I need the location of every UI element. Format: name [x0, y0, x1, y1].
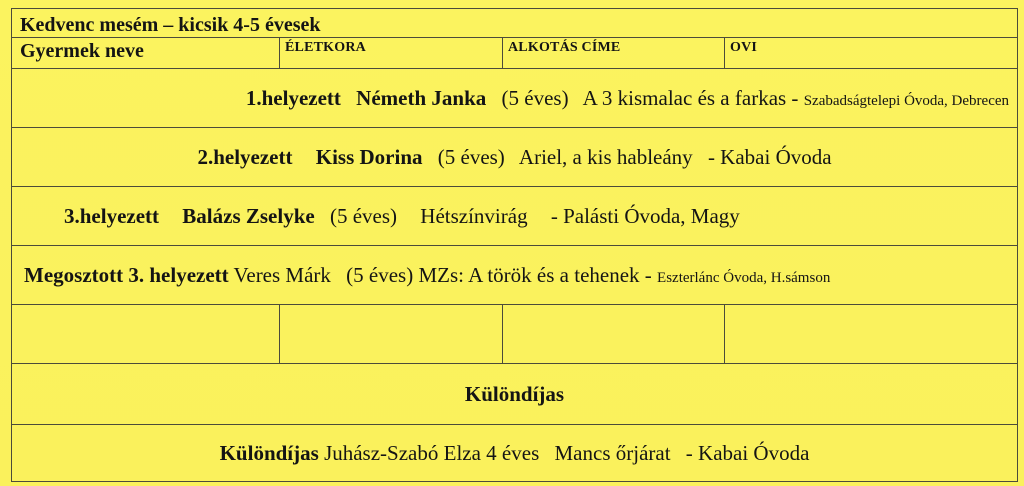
place-label: 1.helyezett: [245, 85, 341, 110]
child-name: Kiss Dorina: [315, 144, 423, 169]
child-name: Németh Janka: [356, 85, 487, 110]
child-name: Juhász-Szabó Elza: [324, 440, 481, 465]
results-table: [11, 8, 1018, 482]
child-age: (5 éves): [329, 203, 398, 228]
work-title: Hétszínvirág: [420, 203, 528, 228]
child-age: (5 éves): [437, 144, 505, 169]
result-row-4: [12, 246, 1018, 305]
kindergarten-name: - Kabai Óvoda: [685, 440, 810, 465]
work-title: MZs: A török és a tehenek -: [418, 262, 652, 287]
work-title: Mancs őrjárat: [554, 440, 671, 465]
child-name: Veres Márk: [233, 262, 331, 287]
work-title: A 3 kismalac és a farkas -: [582, 85, 799, 110]
place-label: 3.helyezett: [64, 203, 160, 228]
kindergarten-name: - Palásti Óvoda, Magy: [550, 203, 740, 228]
header-age: ÉLETKORA: [280, 38, 503, 69]
special-label: Különdíjas: [219, 440, 319, 465]
result-row-2: [12, 128, 1018, 187]
kindergarten-name: - Kabai Óvoda: [707, 144, 832, 169]
empty-cell: [503, 305, 725, 364]
child-age: 4 éves: [486, 440, 540, 465]
kindergarten-name: Eszterlánc Óvoda, H.sámson: [657, 269, 831, 286]
empty-cell: [725, 305, 1018, 364]
kindergarten-name: Szabadságtelepi Óvoda, Debrecen: [803, 92, 1010, 109]
result-row-1: [12, 69, 1018, 128]
special-prize-heading: Különdíjas: [12, 364, 1018, 425]
header-child-name: Gyermek neve: [12, 38, 280, 69]
result-row-3: [12, 187, 1018, 246]
table-title: Kedvenc mesém – kicsik 4-5 évesek: [12, 9, 1018, 38]
work-title: Ariel, a kis hableány: [518, 144, 693, 169]
child-age: (5 éves): [346, 262, 414, 287]
header-work-title: ALKOTÁS CÍME: [503, 38, 725, 69]
empty-cell: [12, 305, 280, 364]
child-age: (5 éves): [501, 85, 569, 110]
header-kindergarten: OVI: [725, 38, 1018, 69]
child-name: Balázs Zselyke: [182, 203, 315, 228]
special-prize-row: [12, 425, 1018, 482]
empty-cell: [280, 305, 503, 364]
place-label: Megosztott 3. helyezett: [24, 262, 229, 287]
place-label: 2.helyezett: [197, 144, 293, 169]
